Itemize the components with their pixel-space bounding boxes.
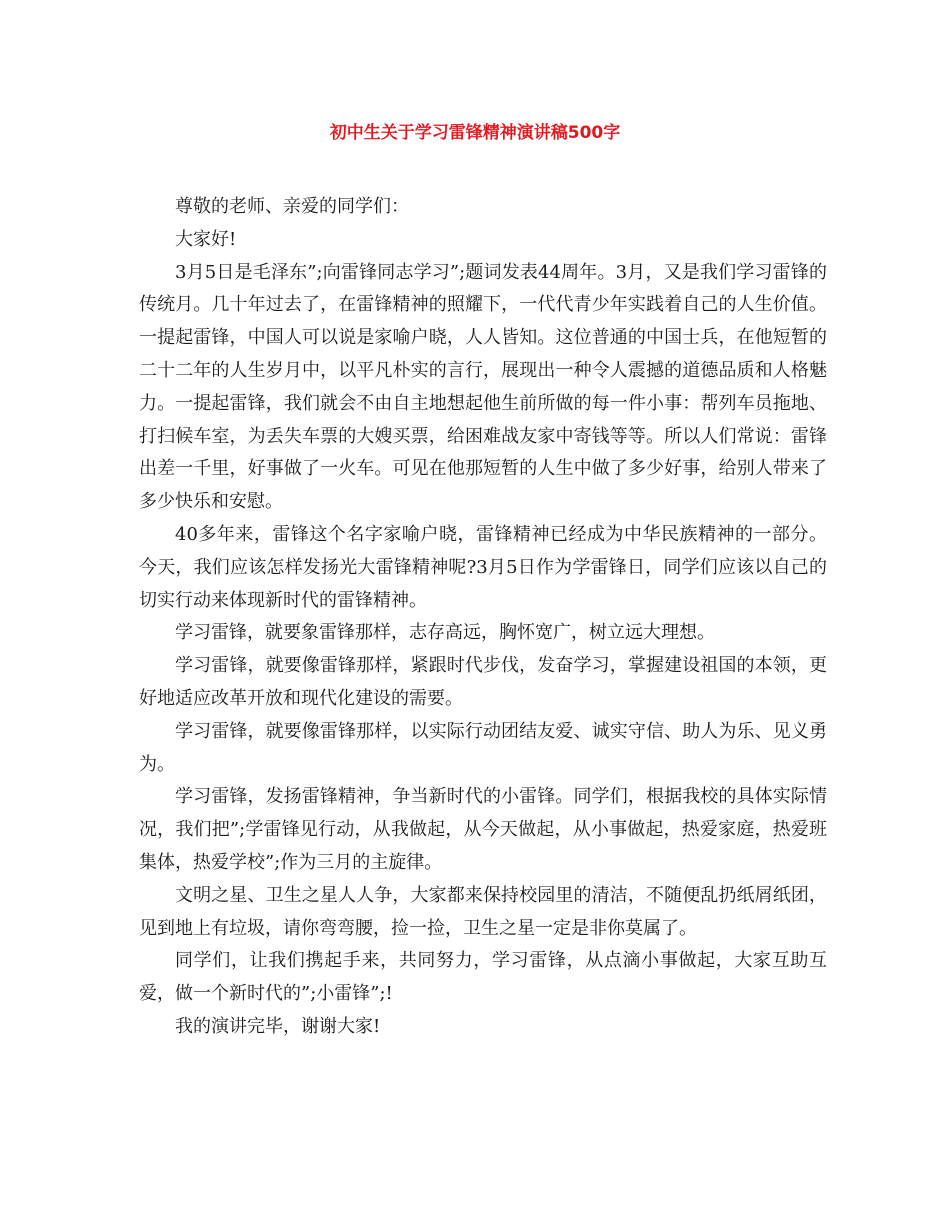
document-body [139, 191, 827, 1044]
paragraph-action: 学习雷锋，就要像雷锋那样，以实际行动团结友爱、诚实守信、助人为乐、见义勇为。 [139, 720, 827, 775]
paragraph-call-to-action: 同学们，让我们携起手来，共同努力，学习雷锋，从点滴小事做起，大家互助互爱，做一个新时代的”;小雷锋”;! [139, 950, 827, 1005]
paragraph-forty-years: 40多年来，雷锋这个名字家喻户晓，雷锋精神已经成为中华民族精神的一部分。今天，我们应该怎样发扬光大雷锋精神呢?3月5日作为学雷锋日，同学们应该以自己的切实行动来体现新时代的雷锋精神。 [139, 523, 827, 611]
paragraph-hygiene-star: 文明之星、卫生之星人人争，大家都来保持校园里的清洁，不随便乱扔纸屑纸团，见到地上有垃圾，请你弯弯腰，捡一捡，卫生之星一定是非你莫属了。 [139, 884, 827, 939]
paragraph-study: 学习雷锋，就要像雷锋那样，紧跟时代步伐，发奋学习，掌握建设祖国的本领，更好地适应改革开放和现代化建设的需要。 [139, 655, 827, 709]
paragraph-closing: 我的演讲完毕，谢谢大家! [175, 1015, 381, 1037]
paragraph-greeting: 大家好! [175, 228, 237, 250]
paragraph-ideals: 学习雷锋，就要象雷锋那样，志存高远，胸怀宽广，树立远大理想。 [175, 622, 715, 644]
paragraph-salutation: 尊敬的老师、亲爱的同学们： [175, 196, 409, 217]
paragraph-school-plan: 学习雷锋，发扬雷锋精神，争当新时代的小雷锋。同学们，根据我校的具体实际情况，我们把”;学雷锋见行动，从我做起，从今天做起，从小事做起，热爱家庭，热爱班集体，热爱学校”;作为三月的主旋律。 [139, 786, 827, 873]
paragraph-introduction: 3月5日是毛泽东”;向雷锋同志学习”;题词发表44周年。3月，又是我们学习雷锋的传统月。几十年过去了，在雷锋精神的照耀下，一代代青少年实践着自己的人生价值。一提起雷锋，中国人可以说是家喻户晓，人人皆知。这位普通的中国士兵，在他短暂的二十二年的人生岁月中，以平凡朴实的言行，展现出一种令人震撼的道德品质和人格魅力。一提起雷锋，我们就会不由自主地想起他生前所做的每一件小事：帮列车员拖地、打扫候车室，为丢失车票的大嫂买票，给困难战友家中寄钱等等。所以人们常说：雷锋出差一千里，好事做了一火车。可见在他那短暂的人生中做了多少好事，给别人带来了多少快乐和安慰。 [139, 261, 827, 513]
document-title: 初中生关于学习雷锋精神演讲稿500字 [329, 123, 621, 143]
